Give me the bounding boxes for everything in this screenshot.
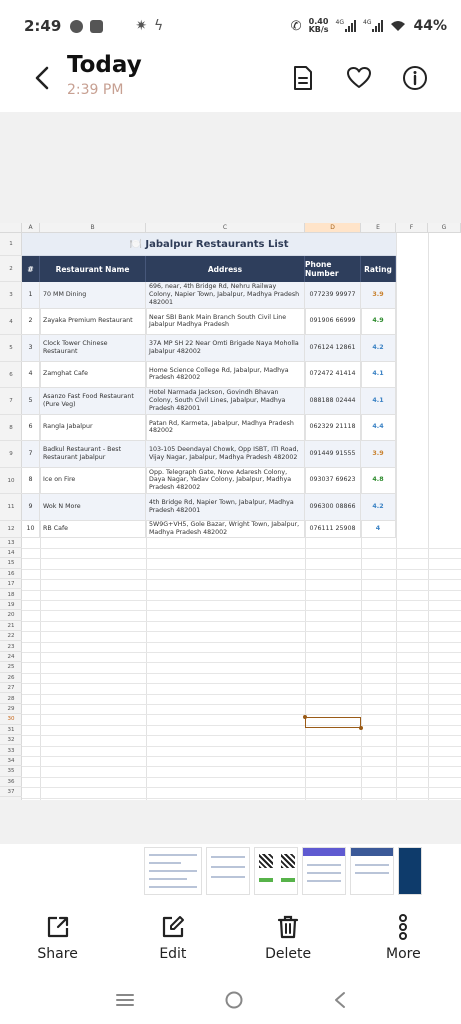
- chat-notification-icon: [70, 20, 83, 33]
- cell-number: 10: [22, 521, 40, 537]
- cell-rating: 4.1: [361, 362, 396, 388]
- header-address: Address: [146, 256, 305, 282]
- thumbnail-1[interactable]: [144, 847, 202, 895]
- cell-restaurant-name: 70 MM Dining: [40, 282, 146, 308]
- cell-restaurant-name: Asanzo Fast Food Restaurant (Pure Veg): [40, 388, 146, 414]
- cell-phone: 076111 25908: [305, 521, 361, 537]
- row-number: 12: [0, 521, 22, 538]
- cell-restaurant-name: Zamghat Cafe: [40, 362, 146, 388]
- row-number: 37: [0, 787, 22, 797]
- column-header-g: G: [428, 223, 461, 232]
- cell-rating: 4.4: [361, 415, 396, 441]
- selection-handle-left: [303, 715, 307, 719]
- row-number: 36: [0, 777, 22, 787]
- cell-address: 37A MP SH 22 Near Omti Brigade Naya Moholla Jabalpur 482002: [146, 335, 305, 361]
- thumbnail-5[interactable]: [350, 847, 394, 895]
- selection-handle-right: [359, 726, 363, 730]
- row-number: 33: [0, 746, 22, 756]
- cell-number: 7: [22, 441, 40, 467]
- cell-phone: 077239 99977: [305, 282, 361, 308]
- column-header-c: C: [146, 223, 305, 232]
- bottom-action-bar: [0, 900, 461, 970]
- row-number: 1: [0, 233, 22, 256]
- cell-number: 6: [22, 415, 40, 441]
- more-label: More: [386, 946, 421, 962]
- status-bar: [0, 0, 461, 52]
- wifi-icon: [390, 20, 406, 32]
- cell-address: 103-105 Deendayal Chowk, Opp ISBT, ITI Road, Vijay Nagar, Jabalpur, Madhya Pradesh 482002: [146, 441, 305, 467]
- cell-number: 5: [22, 388, 40, 414]
- cell-rating: 3.9: [361, 441, 396, 467]
- row-number: 34: [0, 756, 22, 766]
- cell-phone: 091906 66999: [305, 309, 361, 335]
- column-header-a: A: [22, 223, 40, 232]
- cell-address: Opp. Telegraph Gate, Nove Adaresh Colony, Daya Nagar, Yadav Colony, Jabalpur, Madhya Pradesh 482002: [146, 468, 305, 494]
- document-icon: [292, 65, 314, 91]
- cell-phone: 076124 12861: [305, 335, 361, 361]
- header-restaurant-name: Restaurant Name: [40, 256, 146, 282]
- table-row: [22, 521, 396, 538]
- row-number: 19: [0, 600, 22, 610]
- row-number: 4: [0, 309, 22, 336]
- info-icon: [402, 65, 428, 91]
- row-number: 17: [0, 579, 22, 589]
- thumbnail-strip: [0, 845, 461, 897]
- cell-address: 5W9G+VH5, Gole Bazar, Wright Town, Jabalpur, Madhya Pradesh 482002: [146, 521, 305, 537]
- share-button[interactable]: [18, 900, 98, 970]
- cell-rating: 4.2: [361, 335, 396, 361]
- cell-number: 1: [22, 282, 40, 308]
- row-number: 16: [0, 569, 22, 579]
- cell-number: 2: [22, 309, 40, 335]
- row-number: 15: [0, 558, 22, 568]
- delete-label: Delete: [265, 946, 312, 962]
- cell-rating: 4.8: [361, 468, 396, 494]
- cell-address: 4th Bridge Rd, Napier Town, Jabalpur, Madhya Pradesh 482001: [146, 494, 305, 520]
- cell-address: Hotel Narmada Jackson, Govindh Bhavan Colony, South Civil Lines, Jabalpur, Madhya Pradesh 482001: [146, 388, 305, 414]
- cell-restaurant-name: Wok N More: [40, 494, 146, 520]
- table-row: [22, 388, 396, 415]
- table-row: [22, 335, 396, 362]
- cell-address: Patan Rd, Karmeta, Jabalpur, Madhya Pradesh 482002: [146, 415, 305, 441]
- row-number: 35: [0, 766, 22, 776]
- cell-address: Near SBI Bank Main Branch South Civil Line Jabalpur Madhya Pradesh: [146, 309, 305, 335]
- status-time: 2:49: [24, 17, 62, 35]
- row-number: 32: [0, 735, 22, 745]
- edit-icon: [160, 914, 186, 940]
- row-number: 28: [0, 694, 22, 704]
- app-notification-icon: [90, 20, 103, 33]
- network-speed: 0.40 KB/s: [308, 17, 329, 34]
- cell-phone: 091449 91555: [305, 441, 361, 467]
- row-number: 26: [0, 673, 22, 683]
- cell-restaurant-name: Zayaka Premium Restaurant: [40, 309, 146, 335]
- sun-notification-icon: ✷: [135, 17, 148, 34]
- row-number: 22: [0, 631, 22, 641]
- page-title: Today: [67, 52, 142, 78]
- app-bar: [0, 52, 461, 110]
- column-header-b: B: [40, 223, 146, 232]
- edit-button[interactable]: [133, 900, 213, 970]
- cell-number: 4: [22, 362, 40, 388]
- bolt-notification-icon: ϟ: [154, 17, 164, 34]
- row-number: 14: [0, 548, 22, 558]
- cell-address: Home Science College Rd, Jabalpur, Madhya Pradesh 482002: [146, 362, 305, 388]
- system-nav-bar: [0, 975, 461, 1024]
- signal-icon-2: 4G: [363, 20, 383, 32]
- table-header-row: [22, 256, 396, 282]
- more-button[interactable]: [363, 900, 443, 970]
- recents-icon[interactable]: [115, 992, 135, 1008]
- cell-restaurant-name: Ice on Fire: [40, 468, 146, 494]
- cell-rating: 4.2: [361, 494, 396, 520]
- cell-phone: 062329 21118: [305, 415, 361, 441]
- table-row: [22, 415, 396, 442]
- heart-icon: [346, 66, 372, 90]
- row-number: 6: [0, 362, 22, 389]
- table-row: [22, 309, 396, 336]
- cell-rating: 4: [361, 521, 396, 537]
- row-number: 31: [0, 725, 22, 735]
- edit-label: Edit: [159, 946, 187, 962]
- row-number: 20: [0, 610, 22, 620]
- spreadsheet-image[interactable]: [0, 223, 461, 800]
- row-number: 18: [0, 590, 22, 600]
- column-header-d: D: [305, 223, 361, 232]
- cell-restaurant-name: RB Cafe: [40, 521, 146, 537]
- row-number: 7: [0, 388, 22, 415]
- row-number: 3: [0, 282, 22, 309]
- row-number: 24: [0, 652, 22, 662]
- share-label: Share: [37, 946, 78, 962]
- back-button[interactable]: [28, 64, 56, 92]
- thumbnail-6[interactable]: [398, 847, 422, 895]
- details-button[interactable]: [289, 64, 317, 92]
- sheet-title: 🍽️ Jabalpur Restaurants List: [22, 233, 396, 256]
- row-number: 30: [0, 714, 22, 724]
- row-number: 11: [0, 494, 22, 521]
- cell-phone: 072472 41414: [305, 362, 361, 388]
- row-number: 5: [0, 335, 22, 362]
- thumbnail-4[interactable]: [302, 847, 346, 895]
- row-number: 23: [0, 642, 22, 652]
- row-number: 8: [0, 415, 22, 442]
- header-phone: Phone Number: [305, 256, 361, 282]
- selected-cell: [305, 717, 361, 728]
- column-header-row: [0, 223, 461, 233]
- page-subtitle: 2:39 PM: [67, 82, 124, 98]
- row-number: 25: [0, 662, 22, 672]
- cell-phone: 093037 69623: [305, 468, 361, 494]
- table-row: [22, 468, 396, 495]
- cell-address: 696, near, 4th Bridge Rd, Nehru Railway Colony, Napier Town, Jabalpur, Madhya Pradesh 482001: [146, 282, 305, 308]
- cell-rating: 4.9: [361, 309, 396, 335]
- cell-restaurant-name: Rangla Jabalpur: [40, 415, 146, 441]
- delete-button[interactable]: [248, 900, 328, 970]
- back-arrow-icon: [34, 66, 50, 90]
- column-header-e: E: [361, 223, 396, 232]
- row-number: 21: [0, 621, 22, 631]
- trash-icon: [275, 914, 301, 940]
- cell-phone: 096300 08866: [305, 494, 361, 520]
- cell-restaurant-name: Clock Tower Chinese Restaurant: [40, 335, 146, 361]
- info-button[interactable]: [401, 64, 429, 92]
- thumbnail-2[interactable]: [206, 847, 250, 895]
- call-icon: ✆: [290, 18, 302, 34]
- cell-number: 9: [22, 494, 40, 520]
- header-rating: Rating: [361, 256, 396, 282]
- signal-icon-1: 4G: [336, 20, 356, 32]
- cell-restaurant-name: Badkul Restaurant - Best Restaurant Jabalpur: [40, 441, 146, 467]
- row-number-column: [0, 233, 22, 800]
- more-icon: [396, 914, 410, 940]
- cell-phone: 088188 02444: [305, 388, 361, 414]
- cell-number: 8: [22, 468, 40, 494]
- row-number: 9: [0, 441, 22, 468]
- home-icon[interactable]: [224, 990, 244, 1010]
- table-row: [22, 494, 396, 521]
- row-number: 2: [0, 256, 22, 282]
- row-number: 13: [0, 538, 22, 548]
- cell-rating: 4.1: [361, 388, 396, 414]
- system-back-icon[interactable]: [333, 991, 347, 1009]
- thumbnail-3[interactable]: [254, 847, 298, 895]
- cell-rating: 3.9: [361, 282, 396, 308]
- column-header-f: F: [396, 223, 428, 232]
- row-number: 27: [0, 683, 22, 693]
- header-number: #: [22, 256, 40, 282]
- row-number: 10: [0, 468, 22, 495]
- table-row: [22, 362, 396, 389]
- battery-level: 44%: [413, 18, 447, 34]
- row-number: 29: [0, 704, 22, 714]
- share-icon: [45, 914, 71, 940]
- table-row: [22, 441, 396, 468]
- cell-number: 3: [22, 335, 40, 361]
- favorite-button[interactable]: [345, 64, 373, 92]
- app-logo-notification-icon: [110, 21, 128, 31]
- table-row: [22, 282, 396, 309]
